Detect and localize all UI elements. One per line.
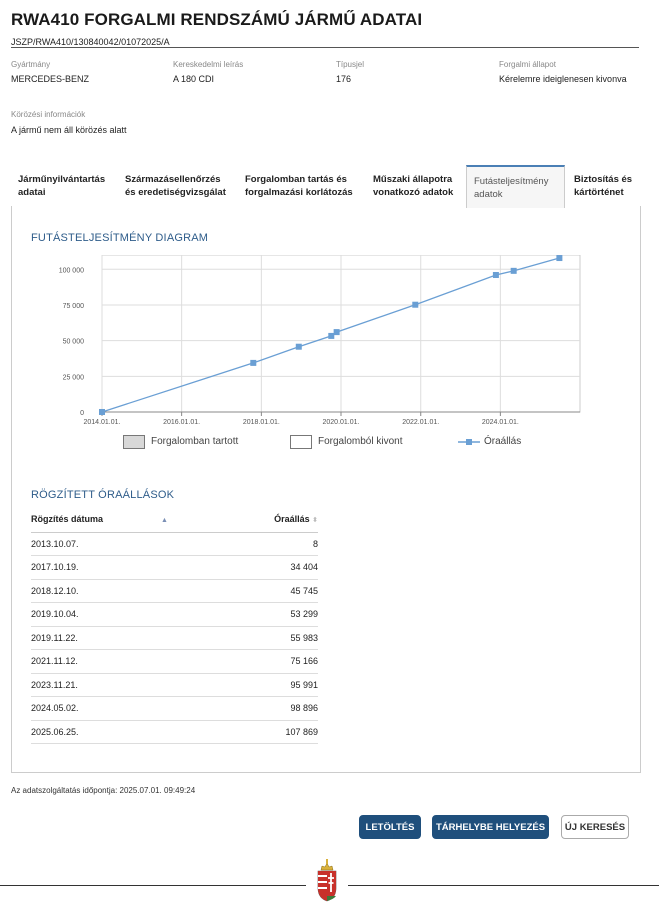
page-title: RWA410 FORGALMI RENDSZÁMÚ JÁRMŰ ADATAI <box>11 10 423 29</box>
table-row <box>31 720 318 744</box>
y-tick-label: 0 <box>80 410 84 417</box>
reading-value: 75 166 <box>248 650 318 674</box>
x-tick-label: 2018.01.01. <box>242 419 280 426</box>
legend-item-in-service <box>123 435 283 451</box>
tab-origin-check[interactable] <box>118 165 238 207</box>
footer-divider-left <box>0 885 306 886</box>
type-value: 176 <box>336 74 352 84</box>
data-point <box>412 302 418 308</box>
reading-value: 53 299 <box>248 603 318 627</box>
diagram-title: FUTÁSTELJESÍTMÉNY DIAGRAM <box>31 232 209 244</box>
data-point <box>296 344 302 350</box>
tab-label-line2: kártörténet <box>574 187 624 198</box>
legend-line-marker <box>458 437 480 447</box>
legend-label: Forgalomból kivont <box>318 436 403 447</box>
x-tick-label: 2020.01.01. <box>322 419 360 426</box>
legend-label: Óraállás <box>484 436 522 447</box>
manufacturer-value: MERCEDES-BENZ <box>11 74 90 84</box>
column-label: Óraállás <box>274 514 310 525</box>
y-tick-label: 100 000 <box>58 267 84 275</box>
sort-ascending-icon: ▲ <box>161 517 168 525</box>
data-point <box>493 272 499 278</box>
status-label: Forgalmi állapot <box>499 60 556 69</box>
column-label: Rögzítés dátuma <box>31 514 104 525</box>
tab-bar <box>11 165 641 207</box>
reading-date: 2021.11.12. <box>31 650 248 674</box>
tab-registry[interactable] <box>11 165 118 207</box>
table-row <box>31 603 318 627</box>
document-id: JSZP/RWA410/130840042/01072025/A <box>11 37 170 47</box>
new-search-button[interactable]: ÚJ KERESÉS <box>561 815 629 839</box>
reading-date: 2025.06.25. <box>31 720 248 744</box>
tab-label-line2: és eredetiségvizsgálat <box>125 187 226 198</box>
reading-value: 45 745 <box>248 579 318 603</box>
tab-label-line1: Származásellenőrzés <box>125 174 221 185</box>
tab-label-line2: adatok <box>474 189 503 200</box>
y-tick-label: 25 000 <box>62 374 84 382</box>
legend-item-withdrawn <box>290 435 450 451</box>
legend-item-odometer <box>458 435 548 451</box>
table-row <box>31 697 318 721</box>
reading-value: 34 404 <box>248 556 318 580</box>
reading-date: 2023.11.21. <box>31 673 248 697</box>
x-tick-label: 2014.01.01. <box>83 419 121 426</box>
readings-title: RÖGZÍTETT ÓRAÁLLÁSOK <box>31 489 175 501</box>
table-row <box>31 556 318 580</box>
table-row <box>31 579 318 603</box>
y-tick-label: 75 000 <box>62 302 84 310</box>
sort-icon: ⬍ <box>312 517 318 525</box>
data-point <box>328 333 334 339</box>
legend-swatch <box>290 435 312 449</box>
reading-value: 8 <box>248 532 318 556</box>
circulation-value: A jármű nem áll körözés alatt <box>11 125 127 135</box>
table-row <box>31 532 318 556</box>
mileage-chart <box>31 255 591 430</box>
tab-mileage[interactable] <box>466 165 565 208</box>
manufacturer-label: Gyártmány <box>11 60 51 69</box>
trade-name-label: Kereskedelmi leírás <box>173 60 244 69</box>
x-tick-label: 2016.01.01. <box>163 419 201 426</box>
tab-label-line1: Forgalomban tartás és <box>245 174 347 185</box>
x-tick-label: 2024.01.01. <box>481 419 519 426</box>
reading-date: 2019.11.22. <box>31 626 248 650</box>
hungarian-coat-of-arms-icon <box>315 858 339 902</box>
tab-label-line1: Futásteljesítmény <box>474 176 549 187</box>
type-label: Típusjel <box>336 60 365 69</box>
reading-date: 2019.10.04. <box>31 603 248 627</box>
data-point <box>556 255 562 261</box>
tab-technical[interactable] <box>366 165 466 207</box>
legend-label: Forgalomban tartott <box>151 436 239 447</box>
download-button[interactable]: LETÖLTÉS <box>359 815 421 839</box>
reading-value: 98 896 <box>248 697 318 721</box>
data-point <box>334 329 340 335</box>
status-value: Kérelemre ideiglenesen kivonva <box>499 74 627 84</box>
reading-value: 55 983 <box>248 626 318 650</box>
table-header-row <box>31 507 318 532</box>
tab-label-line1: Járműnyilvántartás <box>18 174 106 185</box>
column-header-value[interactable] <box>248 507 318 532</box>
reading-date: 2018.12.10. <box>31 579 248 603</box>
reading-value: 95 991 <box>248 673 318 697</box>
legend-swatch <box>123 435 145 449</box>
tab-label-line2: adatai <box>18 187 46 198</box>
table-row <box>31 673 318 697</box>
storage-button[interactable]: TÁRHELYBE HELYEZÉS <box>432 815 549 839</box>
tab-label-line1: Biztosítás és <box>574 174 633 185</box>
reading-date: 2013.10.07. <box>31 532 248 556</box>
readings-table <box>31 507 318 744</box>
tab-restrictions[interactable] <box>238 165 366 207</box>
reading-date: 2017.10.19. <box>31 556 248 580</box>
x-tick-label: 2022.01.01. <box>402 419 440 426</box>
data-point <box>99 409 105 415</box>
trade-name-value: A 180 CDI <box>173 74 215 84</box>
circulation-label: Körözési információk <box>11 110 86 119</box>
reading-value: 107 869 <box>248 720 318 744</box>
table-row <box>31 650 318 674</box>
column-header-date[interactable] <box>31 507 248 532</box>
tab-label-line2: forgalmazási korlátozás <box>245 187 353 198</box>
footer-divider-right <box>348 885 659 886</box>
table-row <box>31 626 318 650</box>
tab-label-line2: vonatkozó adatok <box>373 187 454 198</box>
data-timestamp: Az adatszolgáltatás időpontja: 2025.07.01. 09:49:24 <box>11 786 196 795</box>
tab-label-line1: Műszaki állapotra <box>373 174 453 185</box>
tab-insurance[interactable] <box>567 165 641 207</box>
y-tick-label: 50 000 <box>62 338 84 346</box>
reading-date: 2024.05.02. <box>31 697 248 721</box>
title-divider <box>11 47 639 48</box>
data-point <box>511 268 517 274</box>
data-point <box>250 360 256 366</box>
